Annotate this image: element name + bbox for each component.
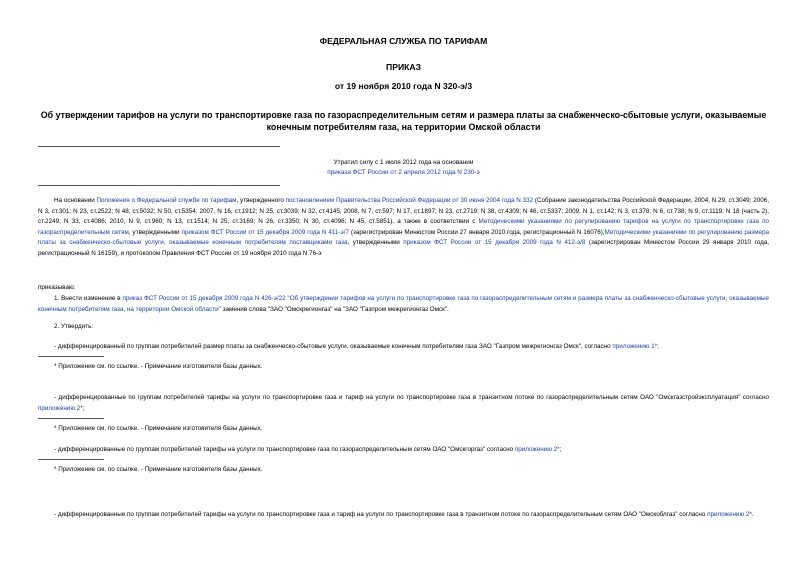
status-note-text: Утратил силу с 1 июля 2012 года на основании: [333, 159, 474, 166]
footnote-divider: [38, 356, 104, 357]
divider-bottom: [38, 185, 280, 186]
item-1-text: заменив слова "ЗАО "Омскрегионгаз" на "ЗАО "Газпром межрегионгаз Омск".: [220, 305, 449, 313]
basis-text: (Собрание законодательства Российской Федерации, 2004, N 29, ст.3049; 2006, N 3, ст.301; N 23, ст.2522; N 48, ст.5032; N 50, ст.5354; 2007, N 16, ст.1912; N 25, ст.3039; N 32, ст.4145; 2008, N 7, ст.597; N 17, ст.1897; N 23, ст.2719; N 38, ст.4309; N 46, ст.5337; 2009, N 1, ст.142; N 3, ст.378; N 6, ст.738; N 9, ст.1119; N 18 (часть 2), ст.2249; N 33, ст.4086; 2010, N 9, ст.960; N 13, ст.1514; N 25, ст.3169; N 26, ст.3350; N 30, ст.4096; N 45, ст.5851), а также в соответствии с: [38, 197, 769, 225]
appendix-2-link[interactable]: приложению 2*: [38, 404, 83, 412]
appendix-2-link[interactable]: приложению 2*: [707, 511, 752, 518]
footnote: * Приложение см. по ссылке. - Примечание изготовителя базы данных.: [54, 425, 263, 432]
agency-name: ФЕДЕРАЛЬНАЯ СЛУЖБА ПО ТАРИФАМ: [319, 36, 488, 46]
item-2: 2. Утвердить:: [54, 323, 94, 330]
item-1: [38, 294, 769, 315]
bullet-3-tail: ;: [559, 446, 562, 453]
bullet-4-tail: .: [751, 511, 754, 518]
supply-fee-methodology-link[interactable]: Методическими указаниями по регулированию размера платы за снабженческо-сбытовые услуги, оказываемые конечным потребителям поставщиками газа: [38, 228, 769, 246]
order-411-link[interactable]: приказом ФСТ России от 15 декабря 2009 года N 411-э/7: [181, 228, 349, 236]
basis-text: На основании: [54, 197, 97, 204]
appendix-1-link[interactable]: приложению 1*: [612, 343, 658, 350]
basis-paragraph: [38, 196, 769, 259]
bullet-3-text: - дифференцированные по группам потребителей тарифы на услуги по транспортировке газа по газораспределительным сетям ОАО "Омскгоргаз" согласно: [54, 446, 515, 453]
order-412-link[interactable]: приказом ФСТ России от 15 декабря 2009 года N 412-э/8: [403, 239, 586, 246]
bullet-4: [38, 510, 769, 521]
doc-date-number: от 19 ноября 2010 года N 320-э/3: [334, 81, 473, 91]
fts-regulation-link[interactable]: Положения о Федеральной службе по тарифам: [96, 197, 237, 204]
item-1-text: 1. Внести изменение в: [54, 295, 123, 302]
bullet-3: [38, 445, 769, 456]
bullet-4-text: - дифференцированные по группам потребителей тарифы на услуги по транспортировке газа и тариф на услуги по транспортировке газа в транзитном потоке по газораспределительным сетям ОАО "Омскоблгаз" согласно: [54, 511, 708, 518]
bullet-2-tail: ;: [82, 404, 85, 412]
repeal-order-link[interactable]: приказа ФСТ России от 2 апреля 2012 года N 230-э: [327, 169, 480, 176]
doc-type: ПРИКАЗ: [386, 62, 421, 72]
bullet-1-text: - дифференцированный по группам потребителей размер платы за снабженческо-сбытовые услуги, оказываемые конечным потребителям газа ЗАО "Газпром межрегионгаз Омск", согласно: [54, 343, 613, 350]
basis-text: , утвержденными: [128, 228, 182, 236]
bullet-2: [38, 393, 769, 414]
government-decree-link[interactable]: постановлением Правительства Российской Федерации от 30 июня 2004 года N 332: [285, 197, 534, 204]
page-title: Об утверждении тарифов на услуги по транспортировке газа по газораспределительным сетям и размера платы за снабженческо-сбытовые услуги, оказываемые конечным потребителям газа, на территории Омской области: [40, 110, 767, 132]
footnote: * Приложение см. по ссылке. - Примечание изготовителя базы данных.: [54, 363, 263, 370]
bullet-1-tail: ;: [657, 343, 659, 350]
basis-text: , утвержденного: [236, 197, 286, 204]
footnote-divider: [38, 459, 104, 460]
footnote-divider: [38, 418, 104, 419]
divider-top: [38, 146, 280, 147]
basis-text: , утвержденными: [347, 239, 404, 246]
appendix-2-link[interactable]: приложению 2*: [514, 446, 560, 453]
order-426-link[interactable]: приказ ФСТ России от 15 декабря 2009 года N 426-э/22 "Об утверждении тарифов на услуги по транспортировке газа по газораспределительным сетям и размера платы за снабженческо-сбытовые услуги, оказываемые конечным потребителям газа, на территории Омской области": [38, 295, 769, 313]
basis-text: (зарегистрирован Минюстом России 27 января 2010 года, регистрационный N 16076),: [348, 228, 605, 236]
bullet-1: [38, 342, 769, 353]
bullet-2-text: - дифференцированные по группам потребителей тарифы на услуги по транспортировке газа и тариф на услуги по транспортировке газа в транзитном потоке по газораспределительным сетям ОАО "Омскгазстройэксплуатация" согласно: [54, 394, 769, 401]
footnote: * Приложение см. по ссылке. - Примечание изготовителя базы данных.: [54, 466, 263, 473]
status-note: [0, 158, 807, 178]
gas-transport-methodology-link[interactable]: Методическими указаниями по регулированию тарифов на услуги по транспортировке газа по газораспределительным сетям: [38, 218, 769, 236]
order-word: приказываю:: [38, 284, 76, 291]
basis-text: (зарегистрирован Минюстом России 29 января 2010 года, регистрационный N 16159), и протоколом Правления ФСТ России от 19 ноября 2010 года N 76-э: [38, 239, 770, 257]
